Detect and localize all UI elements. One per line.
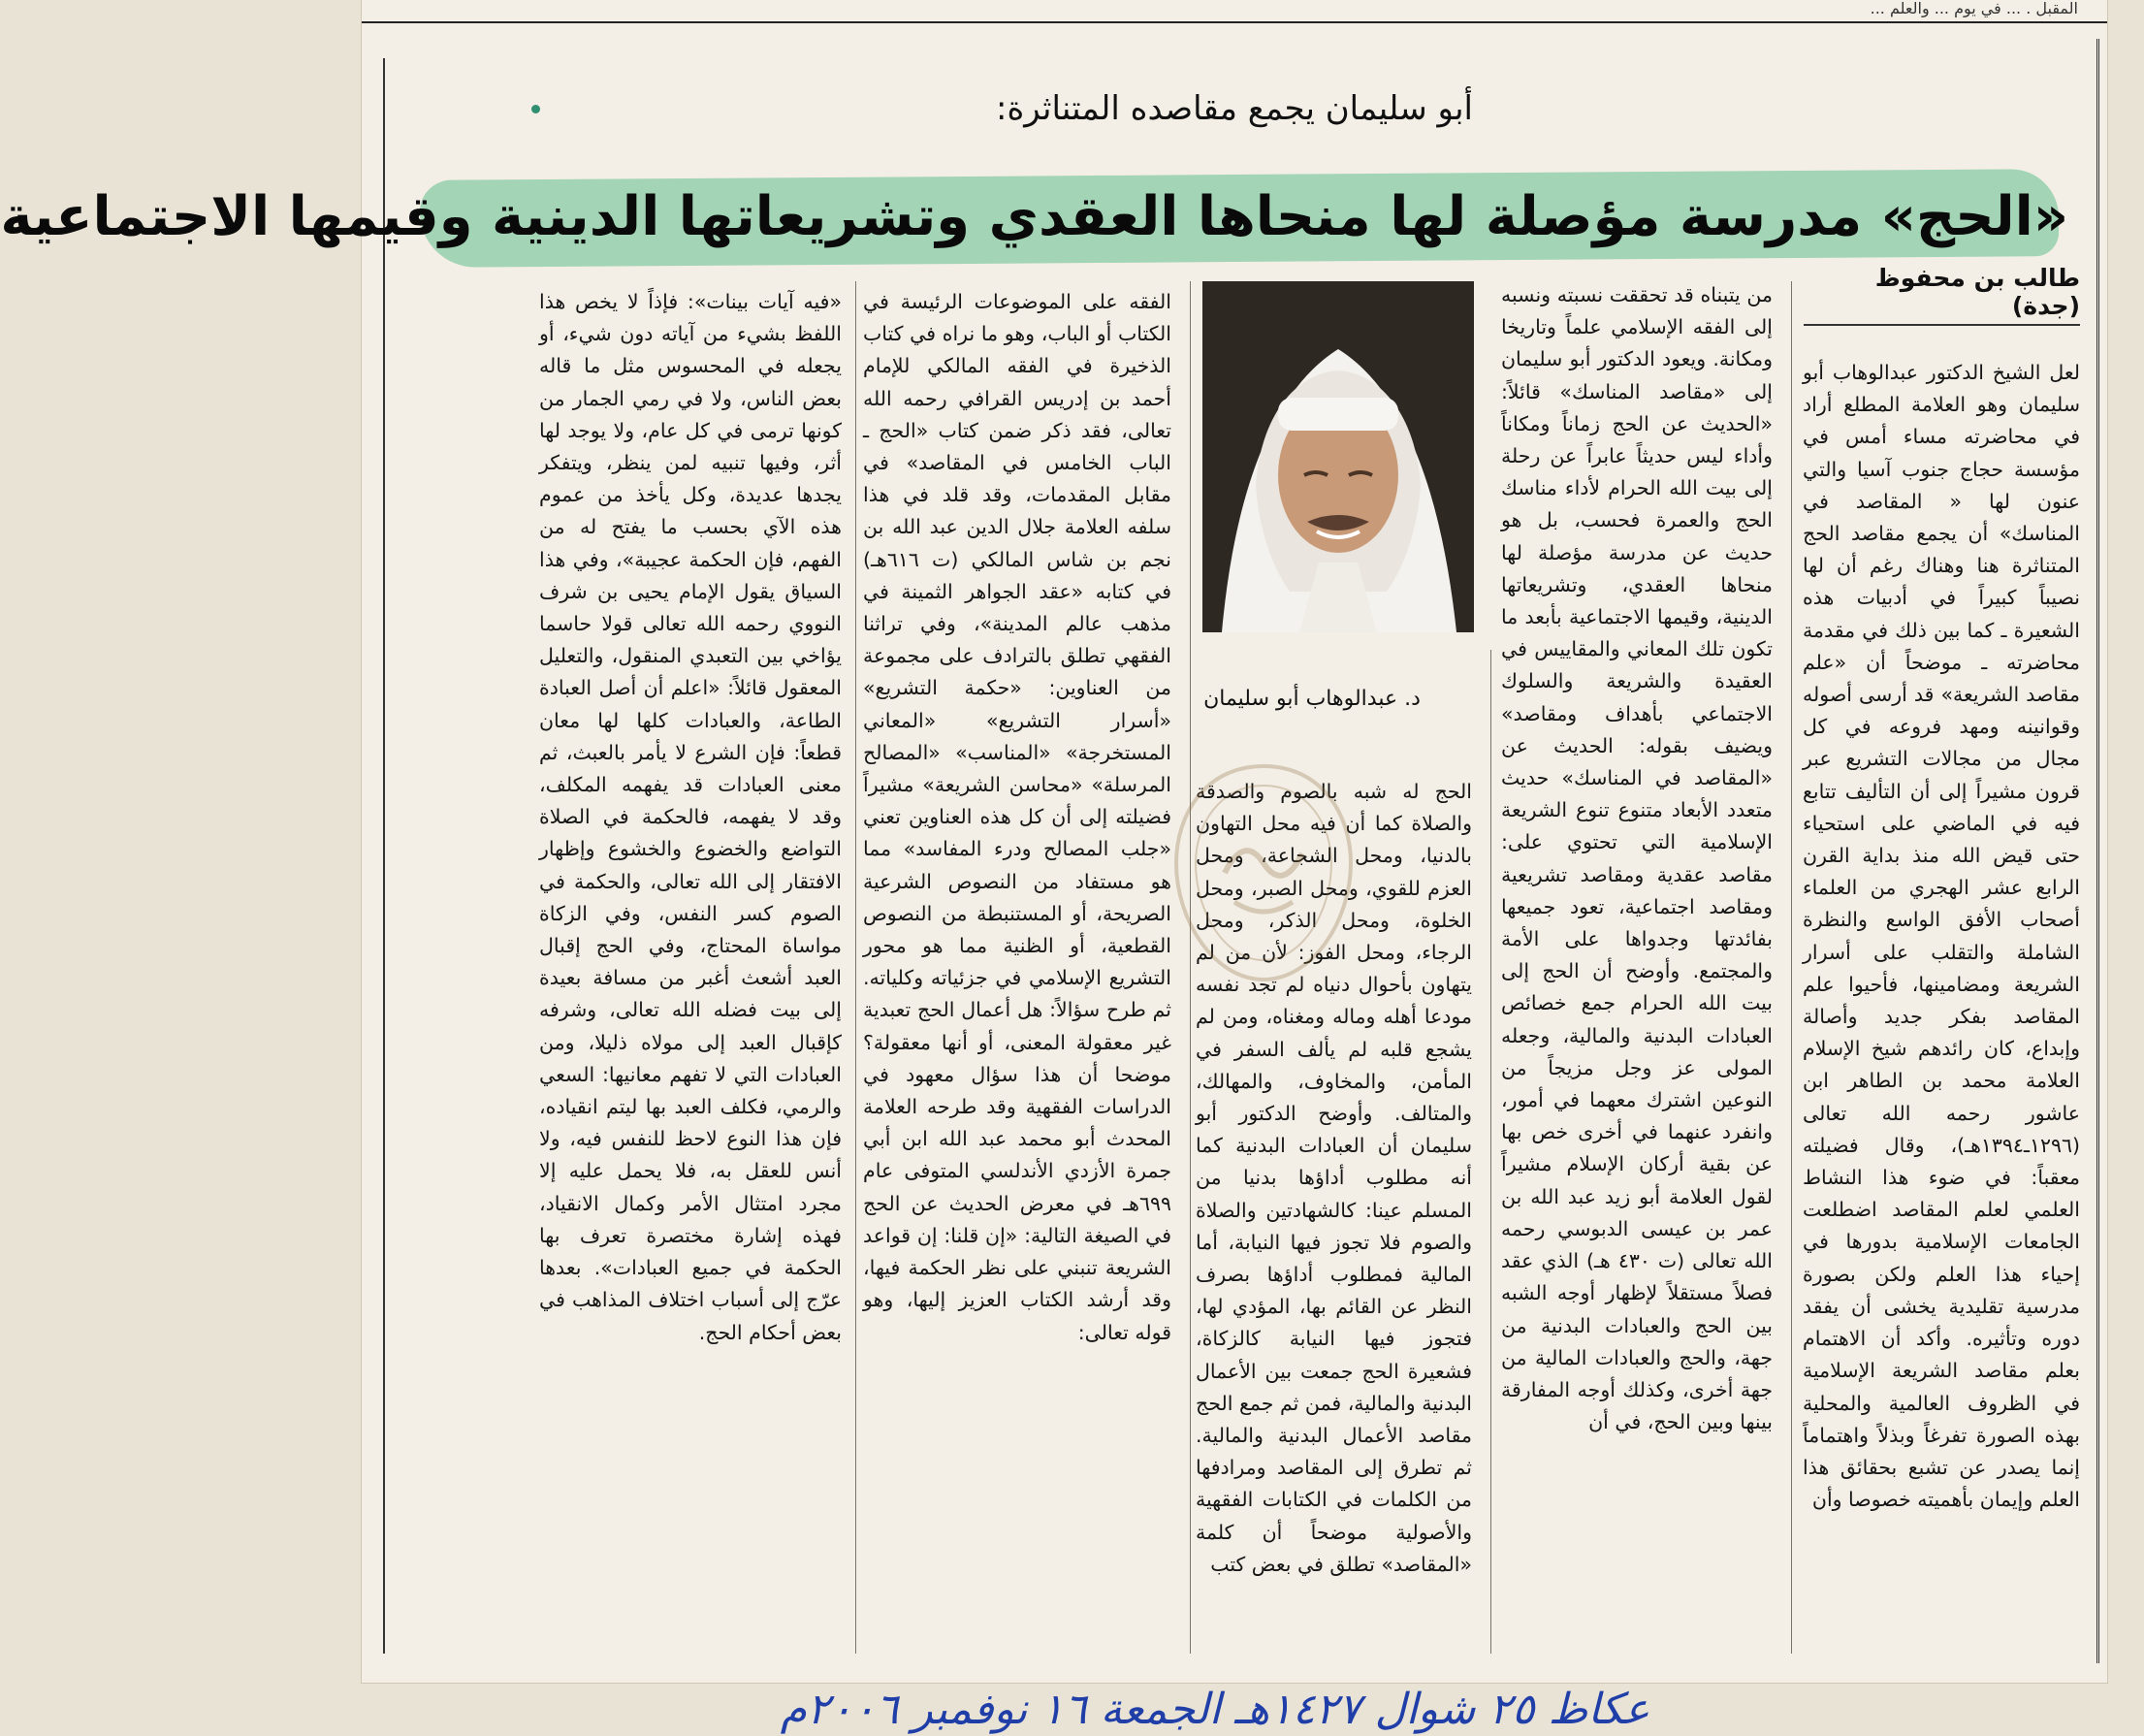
column-text: من يتبناه قد تحققت نسبته ونسبه إلى الفقه الإسلامي علماً وتاريخا ومكانة. ويعود الدكتور أبو سليمان إلى «مقاصد المناسك» قائلاً: «الحديث عن الحج زماناً ومكاناً وأداء ليس حديثاً عابراً عن رحلة إلى بيت الله الحرام لأداء مناسك الحج والعمرة فحسب، بل هو حديث عن مدرسة مؤصلة لها منحاها العقدي، وتشريعاتها الدينية، وقيمها الاجتماعية بأبعد ما تكون تلك المعاني والمقاييس في العقيدة والشريعة والسلوك الاجتماعي بأهداف ومقاصد» ويضيف بقوله: الحديث عن «المقاصد في المناسك» حديث متعدد الأبعاد متنوع تنوع الشريعة الإسلامية التي تحتوي على: مقاصد عقدية ومقاصد تشريعية ومقاصد اجتماعية، تعود جميعها بفائدتها وجدواها على الأمة والمجتمع. وأوضح أن الحج إلى بيت الله الحرام جمع خصائص العبادات البدنية والمالية، وجعله المولى عز وجل مزيجاً من النوعين اشترك معهما في أمور، وانفرد عنهما في أخرى خص بها عن بقية أركان الإسلام مشيراً لقول العلامة أبو زيد عبد الله بن عمر بن عيسى الدبوسي رحمه الله تعالى (ت ٤٣٠ هـ) الذي عقد فصلاً مستقلاً لإظهار أوجه الشبه بين الحج والعبادات البدنية من جهة، والحج والعبادات المالية من جهة أخرى، وكذلك أوجه المفارقة بينها وبين الحج، في أن [1501,283,1773,1434]
column-text: الحج له شبه بالصوم والصدقة والصلاة كما أن فيه محل التهاون بالدنيا، ومحل الشجاعة، ومحل العزم للقوي، ومحل الصبر، ومحل الخلوة، ومحل الذكر، ومحل الرجاء، ومحل الفوز: لأن من لم يتهاون بأحوال دنياه لم تجد نفسه مودعا أهله وماله ومغناه، ومن لم يشجع قلبه لم يألف السفر في المأمن، والمخاوف، والمهالك، والمتالف. وأوضح الدكتور أبو سليمان أن العبادات البدنية كما أنه مطلوب أداؤها بدنيا من المسلم عينا: كالشهادتين والصلاة والصوم فلا تجوز فيها النيابة، أما المالية فمطلوب أداؤها بصرف النظر عن القائم بها، المؤدي لها، فتجوز فيها النيابة كالزكاة، فشعيرة الحج جمعت بين الأعمال البدنية والمالية، فمن ثم جمع الحج مقاصد الأعمال البدنية والمالية. ثم تطرق إلى المقاصد ومرادفها من الكلمات في الكتابات الفقهية والأصولية موضحاً أن كلمة «المقاصد» تطلق في بعض كتب [1196,780,1472,1576]
article-column-4 [863,286,1171,1656]
byline: طالب بن محفوظ (جدة) [1804,264,2080,326]
library-stamp-watermark [1167,756,1360,989]
article-column-1 [1803,357,2080,1647]
column-rule [1791,281,1792,1654]
article-column-2 [1501,279,1773,1656]
portrait-image [1202,281,1474,632]
photo-caption: د. عبدالوهاب أبو سليمان [1203,687,1421,711]
column-text: «فيه آيات بينات»: فإذاً لا يخص هذا اللفظ بشيء من آياته دون شيء، أو يجعله في المحسوس مثل ما قاله بعض الناس، ولا في رمي الجمار من كونها ترمى في كل عام، ولا يوجد لها أثر، وفيها تنبيه لمن ينظر، ويتفكر يجدها عديدة، وكل يأخذ من عموم هذه الآي بحسب ما يفتح له من الفهم، فإن الحكمة عجيبة»، وفي هذا السياق يقول الإمام يحيى بن شرف النووي رحمه الله تعالى قولا حاسما يؤاخي بين التعبدي المنقول، والتعليل المعقول قائلاً: «اعلم أن أصل العبادة الطاعة، والعبادات كلها لها معان قطعاً: فإن الشرع لا يأمر بالعبث، ثم معنى العبادات قد يفهمه المكلف، وقد لا يفهمه، فالحكمة في الصلاة التواضع والخضوع والخشوع وإظهار الافتقار إلى الله تعالى، والحكمة في الصوم كسر النفس، وفي الزكاة مواساة المحتاج، وفي الحج إقبال العبد أشعث أغبر من مسافة بعيدة إلى بيت فضله الله تعالى، وشرفه كإقبال العبد إلى مولاه ذليلا، ومن العبادات التي لا تفهم معانيها: السعي والرمي، فكلف العبد بها ليتم انقياده، فإن هذا النوع لاحظ للنفس فيه، ولا أنس للعقل به، فلا يحمل عليه إلا مجرد امتثال الأمر وكمال الانقياد، فهذه إشارة مختصرة تعرف بها الحكمة في جميع العبادات». بعدها عرّج إلى أسباب اختلاف المذاهب في بعض أحكام الحج. [539,290,842,1344]
column-text: لعل الشيخ الدكتور عبدالوهاب أبو سليمان وهو العلامة المطلع أراد في محاضرته مساء أمس في مؤسسة حجاج جنوب آسيا والتي عنون لها « المقاصد في المناسك» أن يجمع مقاصد الحج المتناثرة هنا وهناك رغم أن لها نصيباً كبيراً في أدبيات هذه الشعيرة ـ كما بين ذلك في مقدمة محاضرته ـ موضحاً أن «علم مقاصد الشريعة» قد أرسى أصوله وقوانينه ومهد فروعه في كل مجال من مجالات التشريع عبر قرون مشيراً إلى أن التأليف تتابع فيه في الماضي على استحياء حتى قيض الله منذ بداية القرن الرابع عشر الهجري من العلماء أصحاب الأفق الواسع والنظرة الشاملة والتقلب على أسرار الشريعة ومضامينها، فأحيوا علم المقاصد بفكر جديد وأصالة وإبداع، كان رائدهم شيخ الإسلام العلامة محمد بن الطاهر ابن عاشور رحمه الله تعالى (١٢٩٦ـ١٣٩٤هـ)، وقال فضيلته معقباً: في ضوء هذا النشاط العلمي لعلم المقاصد اضطلعت الجامعات الإسلامية بدورها في إحياء هذا العلم ولكن بصورة مدرسية تقليدية يخشى أن يفقد دوره وتأثيره. وأكد أن الاهتمام بعلم مقاصد الشريعة الإسلامية في الظروف العالمية والمحلية بهذه الصورة تفرغاً وبذلاً واهتماماً إنما يصدر عن تشبع بحقائق هذا العلم وإيمان بأهميته خصوصا وأن [1803,361,2080,1512]
green-dot-mark [531,105,540,113]
right-border-rule [2096,39,2099,1663]
column-rule [855,281,856,1654]
column-text: الفقه على الموضوعات الرئيسة في الكتاب أو الباب، وهو ما نراه في كتاب الذخيرة في الفقه المالكي للإمام أحمد بن إدريس القرافي رحمه الله تعالى، فقد ذكر ضمن كتاب «الحج ـ الباب الخامس في المقاصد» في مقابل المقدمات، وقد قلد في هذا سلفه العلامة جلال الدين عبد الله بن نجم بن شاس المالكي (ت ٦١٦هـ) في كتابه «عقد الجواهر الثمينة في مذهب عالم المدينة»، وفي تراثنا الفقهي تطلق بالترادف على مجموعة من العناوين: «حكمة التشريع» «أسرار التشريع» «المعاني المستخرجة» «المناسب» «المصالح المرسلة» «محاسن الشريعة» مشيراً فضيلته إلى أن كل هذه العناوين تعني «جلب المصالح ودرء المفاسد» مما هو مستفاد من النصوص الشرعية الصريحة، أو المستنبطة من النصوص القطعية، أو الظنية مما هو محور التشريع الإسلامي في جزئياته وكلياته. ثم طرح سؤالاً: هل أعمال الحج تعبدية غير معقولة المعنى، أو أنها معقولة؟ موضحا أن هذا سؤال معهود في الدراسات الفقهية وقد طرحه العلامة المحدث أبو محمد عبد الله ابن أبي جمرة الأزدي الأندلسي المتوفى عام ٦٩٩هـ في معرض الحديث عن الحج في الصيغة التالية: «إن قلنا: إن قواعد الشريعة تنبني على نظر الحكمة فيها، وقد أرشد الكتاب العزيز إليها، وهو قوله تعالى: [863,290,1171,1344]
left-border-rule [383,58,385,1654]
column-rule [1490,650,1491,1654]
article-column-5 [539,286,842,1656]
kicker-subheadline: أبو سليمان يجمع مقاصده المتناثرة: [996,89,1473,128]
handwritten-date-note: عكاظ ٢٥ شوال ١٤٢٧هـ الجمعة ١٦ نوفمبر ٢٠٠٦م [780,1685,1650,1734]
author-photo [1202,281,1474,632]
top-strip-text: المقبل . ... في يوم ... والعلم ... [362,0,2107,23]
headline: «الحج» مدرسة مؤصلة لها منحاها العقدي وتشريعاتها الدينية وقيمها الاجتماعية [0,185,2068,248]
